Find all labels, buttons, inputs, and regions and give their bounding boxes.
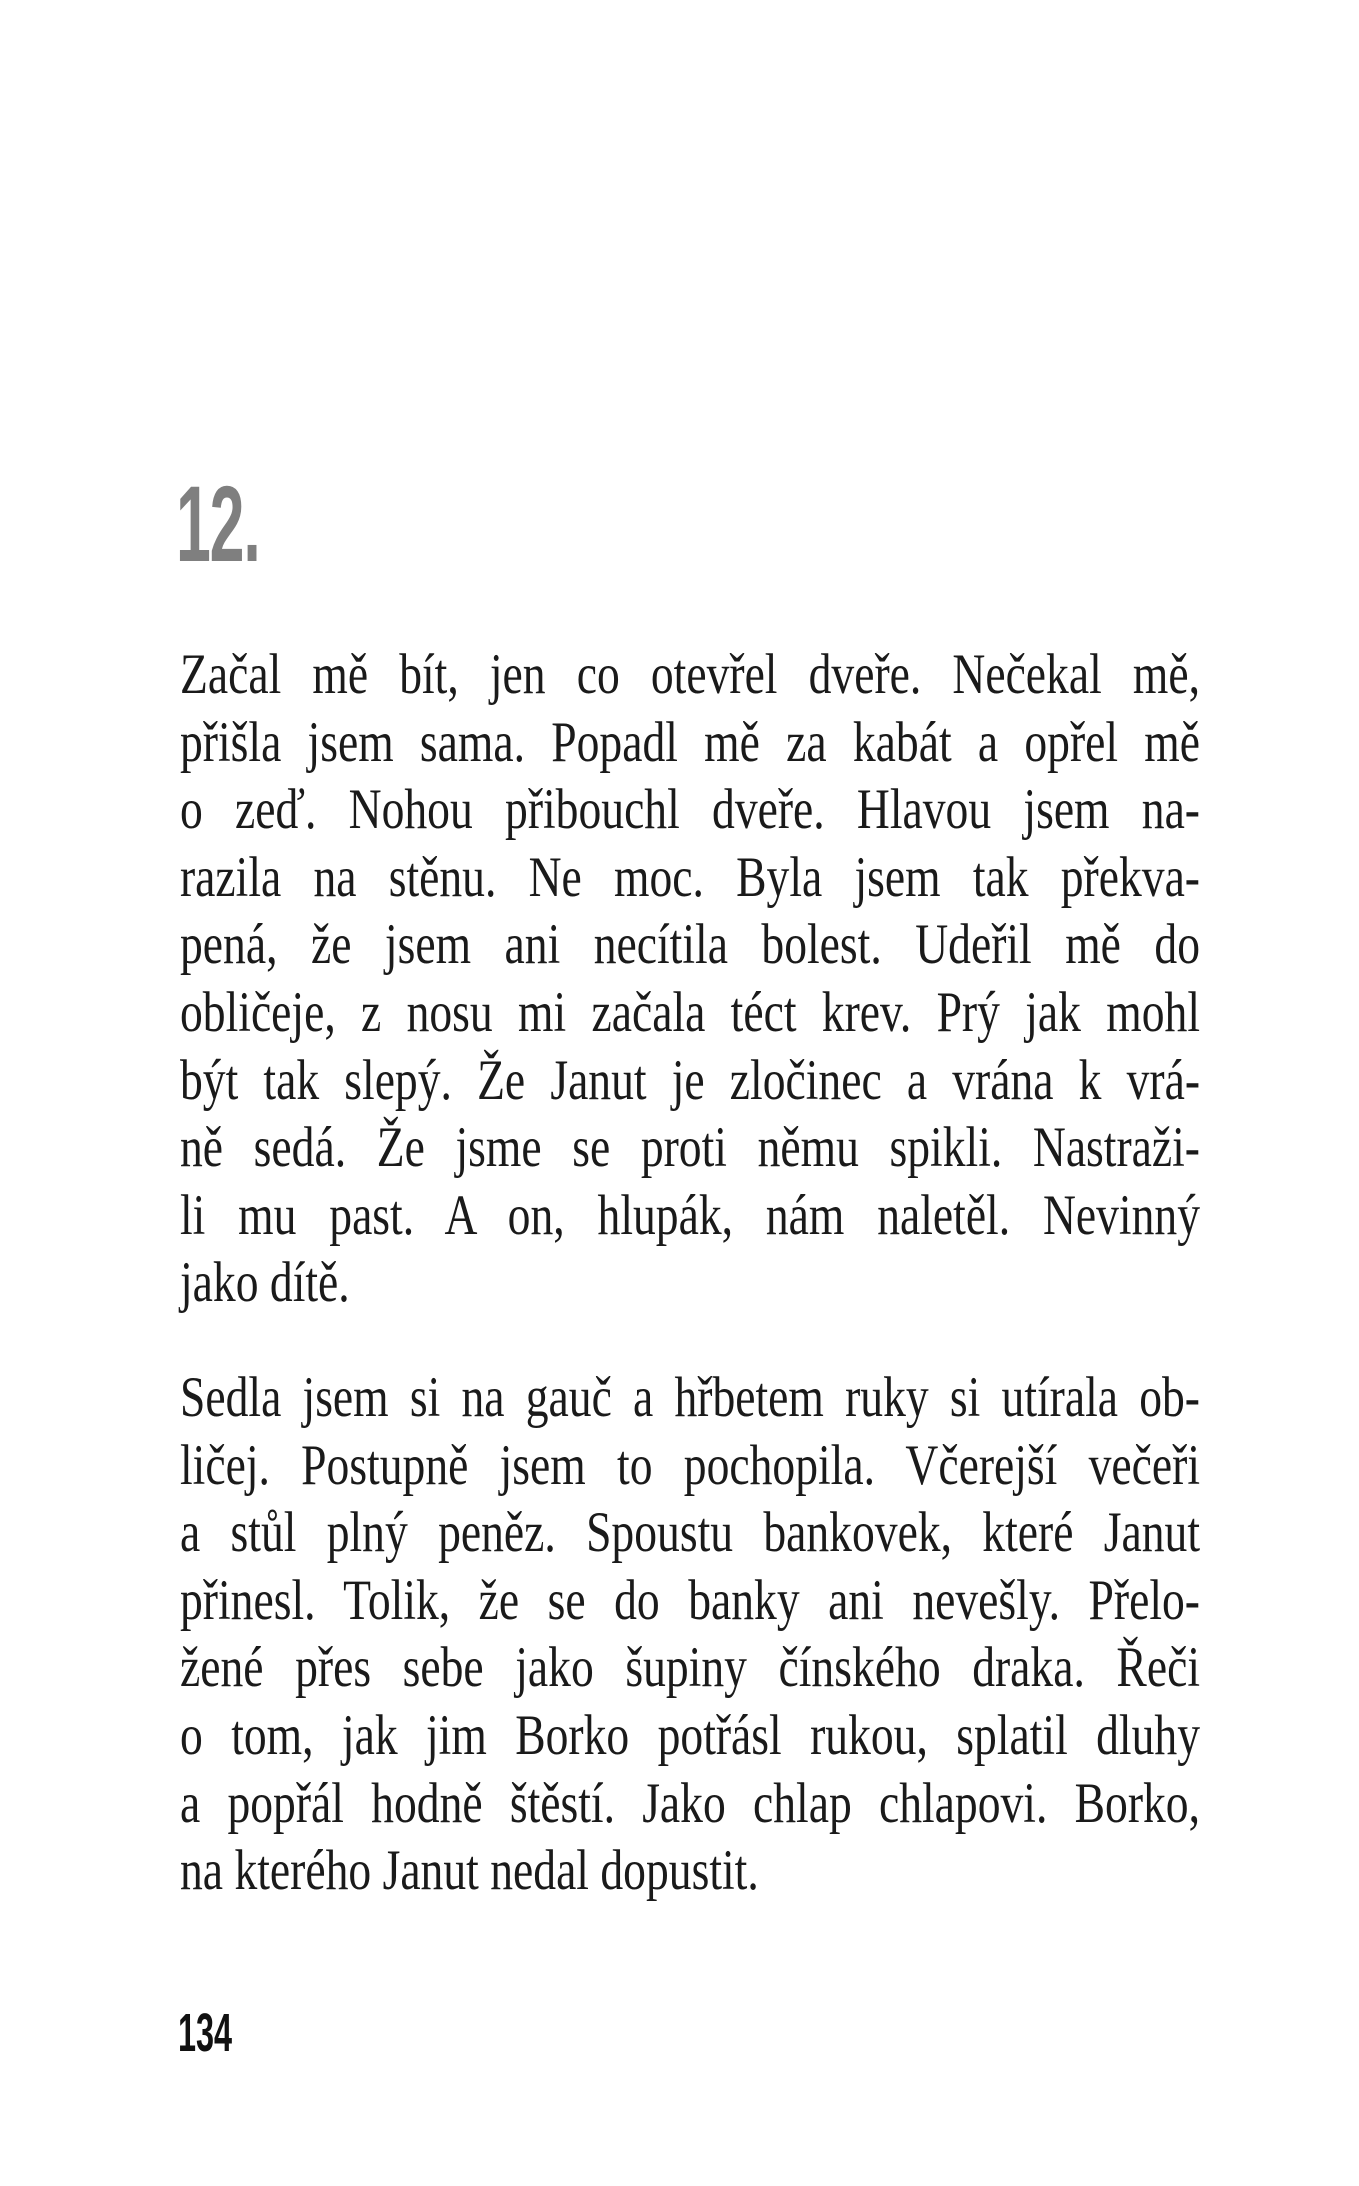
page-number: 134	[178, 2003, 233, 2063]
paragraph-2	[180, 1364, 1200, 1905]
text-line: ně sedá. Že jsme se proti němu spikli. Nastraži-	[180, 1116, 1200, 1180]
text-line: Sedla jsem si na gauč a hřbetem ruky si utírala ob-	[180, 1366, 1200, 1429]
text-line: na kterého Janut nedal dopustit.	[180, 1839, 759, 1903]
text-line: obličeje, z nosu mi začala téct krev. Prý jak mohl	[180, 980, 1200, 1044]
text-line: být tak slepý. Že Janut je zločinec a vrána k vrá-	[180, 1048, 1200, 1112]
text-line: žené přes sebe jako šupiny čínského draka. Řeči	[180, 1636, 1200, 1700]
text-line: pená, že jsem ani necítila bolest. Udeřil mě do	[180, 913, 1200, 977]
text-line: li mu past. A on, hlupák, nám naletěl. Nevinný	[180, 1183, 1200, 1247]
text-line: přišla jsem sama. Popadl mě za kabát a opřel mě	[180, 710, 1200, 774]
text-line: ličej. Postupně jsem to pochopila. Včerejší večeři	[180, 1433, 1200, 1497]
chapter-number: 12.	[176, 463, 260, 584]
text-line: jako dítě.	[180, 1251, 350, 1315]
text-line: o zeď. Nohou přibouchl dveře. Hlavou jsem na-	[180, 778, 1200, 842]
text-line: přinesl. Tolik, že se do banky ani nevešly. Přelo-	[180, 1568, 1200, 1632]
text-line: Začal mě bít, jen co otevřel dveře. Nečekal mě,	[180, 643, 1200, 706]
text-line: a stůl plný peněz. Spoustu bankovek, které Janut	[180, 1501, 1200, 1565]
paragraph-1	[180, 641, 1200, 1317]
text-line: o tom, jak jim Borko potřásl rukou, splatil dluhy	[180, 1703, 1200, 1767]
text-line: razila na stěnu. Ne moc. Byla jsem tak překva-	[180, 845, 1200, 909]
text-line: a popřál hodně štěstí. Jako chlap chlapovi. Borko,	[180, 1771, 1200, 1835]
